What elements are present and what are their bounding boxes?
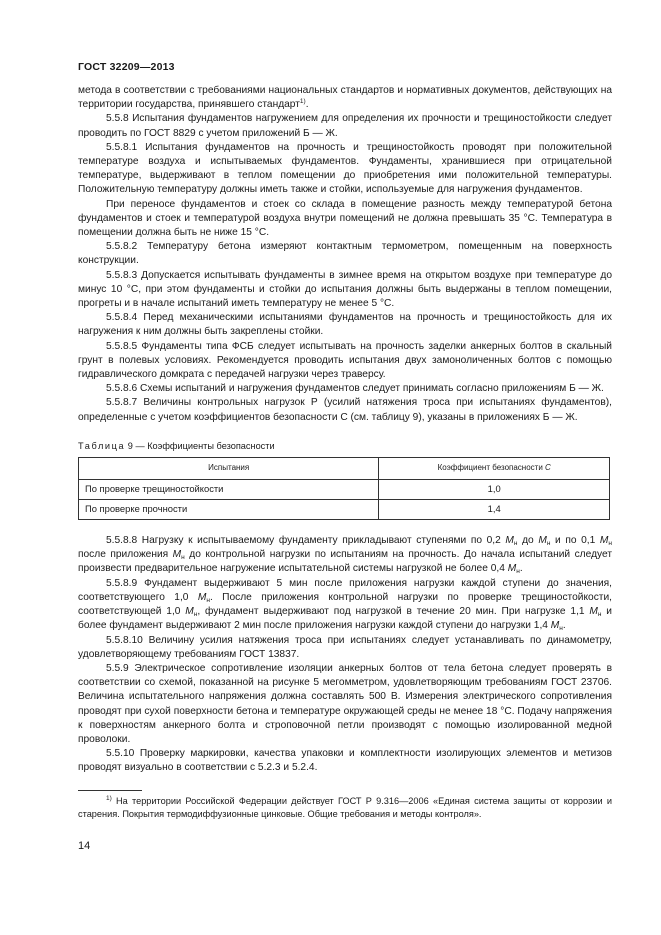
table-cell-coefficient: 1,0	[379, 480, 610, 500]
table-cell-test: По проверке прочности	[79, 500, 379, 520]
footnote-marker: 1)	[106, 794, 112, 802]
page-header: ГОСТ 32209—2013	[78, 61, 175, 73]
safety-coefficients-table	[78, 457, 610, 520]
footnote: $^{1)}$ На территории Российской Федерации действует ГОСТ Р 9.316—2006 «Единая система защиты от коррозии и старения. Покрытия термодиффузионные цинковые. Общие требования и методы контроля».	[78, 794, 612, 819]
clause-5-5-8-2: 5.5.8.2 Температуру бетона измеряют контактным термометром, помещенным на поверхность конструкции.	[78, 241, 612, 267]
clause-5-5-8-3: 5.5.8.3 Допускается испытывать фундаменты в зимнее время на открытом воздухе при температуре до минус 10 °С, при этом фундаменты и стойки до испытания должны быть выдержаны в теплом помещении, прогреты и в начале испытаний иметь температуру не менее 5 °С.	[78, 269, 612, 310]
clause-5-5-8-1-temperature: При переносе фундаментов и стоек со склада в помещение разность между температурой бетона фундаментов и стоек и температурой воздуха внутри помещений не должна превышать 35 °С. Температура в помещении должна быть не ниже 15 °С.	[78, 198, 612, 239]
column-header-tests: Испытания	[79, 458, 379, 480]
clause-5-5-8: 5.5.8 Испытания фундаментов нагружением для определения их прочности и трещиностойкости следует проводить по ГОСТ 8829 с учетом приложений Б — Ж.	[78, 113, 612, 139]
footnote-divider	[78, 790, 142, 791]
table-row	[79, 480, 610, 500]
clause-5-5-8-7: 5.5.8.7 Величины контрольных нагрузок Р (усилий натяжения троса при испытаниях фундаментов), определенные с учетом коэффициентов безопасности С (см. таблицу 9), указаны в приложениях Б — Ж.	[78, 397, 612, 423]
paragraph-continuation: метода в соответствии с требованиями национальных стандартов и нормативных документов, действующих на территории государства, принявшего стандарт$^{1)}$.	[78, 85, 612, 111]
main-text	[78, 84, 612, 821]
table-caption: Таблица 9 — Коэффициенты безопасности	[78, 440, 275, 451]
clause-5-5-8-1: 5.5.8.1 Испытания фундаментов на прочность и трещиностойкость проводят при положительной температуре воздуха и испытываемых фундаментов. Фундаменты, хранившиеся при отрицательной температуре, выдерживают в теплом помещении до приобретения ими положительной температуры. Положительную температуру должны иметь также и стойки, используемые для нагружения фундаментов.	[78, 141, 612, 196]
clause-5-5-8-10: 5.5.8.10 Величину усилия натяжения троса при испытаниях следует устанавливать по динамометру, удовлетворяющему требованиям ГОСТ 13837.	[78, 634, 612, 660]
clause-5-5-8-4: 5.5.8.4 Перед механическими испытаниями фундаментов на прочность и трещиностойкость для их нагружения к ним должны быть закреплены стойки.	[78, 312, 612, 338]
table-cell-coefficient: 1,4	[379, 500, 610, 520]
clause-5-5-8-9: 5.5.8.9 Фундамент выдерживают 5 мин после приложения нагрузки каждой ступени до значения, соответствующего 1,0 $M_н$. После приложения контрольной нагрузки по проверке трещиностойкости, соответствующей 1,0 $M_н$, фундамент выдерживают под нагрузкой в течение 20 мин. При нагрузке 1,1 $M_н$ и более фундамент выдерживают 2 мин после приложения нагрузки каждой ступени до нагрузки 1,4 $M_н$.	[78, 577, 612, 633]
footnote-reference[interactable]: 1)	[299, 98, 306, 106]
table-row	[79, 500, 610, 520]
clause-5-5-8-8: 5.5.8.8 Нагрузку к испытываемому фундаменту прикладывают ступенями по 0,2 $M_н$ до $M_н$ и по 0,1 $M_н$ после приложения $M_н$ до контрольной нагрузки по испытаниям на прочность. До начала испытаний следует произвести предварительное нагружение испытательной системы нагрузкой не более 0,4 $M_н$.	[78, 535, 612, 576]
table-header-row	[79, 458, 610, 480]
clause-5-5-9: 5.5.9 Электрическое сопротивление изоляции анкерных болтов от тела бетона следует проверять в соответствии со схемой, показанной на рисунке 5 мегомметром, удовлетворяющим требованиям ГОСТ 23706. Величина испытательного напряжения должна составлять 500 В. Измерения электрического сопротивления проводят при сухой поверхности бетона и температуре окружающей среды не менее 18 °С. Подачу напряжения к поверхностям анкерного болта и строповочной петли производят с помощью изолированной медной проволоки.	[78, 662, 612, 745]
clause-5-5-8-5: 5.5.8.5 Фундаменты типа ФСБ следует испытывать на прочность заделки анкерных болтов в скальный грунт в полевых условиях. Рекомендуется проводить испытания двух замоноличенных болтов с помощью гидравлического домкрата с передачей нагрузки через траверсу.	[78, 340, 612, 381]
clause-5-5-10: 5.5.10 Проверку маркировки, качества упаковки и комплектности изолирующих элементов и метизов проводят визуально в соответствии с 5.2.3 и 5.2.4.	[78, 748, 612, 774]
column-header-coefficient: Коэффициент безопасности С	[379, 458, 610, 480]
clause-5-5-8-6: 5.5.8.6 Схемы испытаний и нагружения фундаментов следует принимать согласно приложениям Б — Ж.	[106, 383, 604, 395]
table-cell-test: По проверке трещиностойкости	[79, 480, 379, 500]
page-number: 14	[78, 840, 91, 852]
